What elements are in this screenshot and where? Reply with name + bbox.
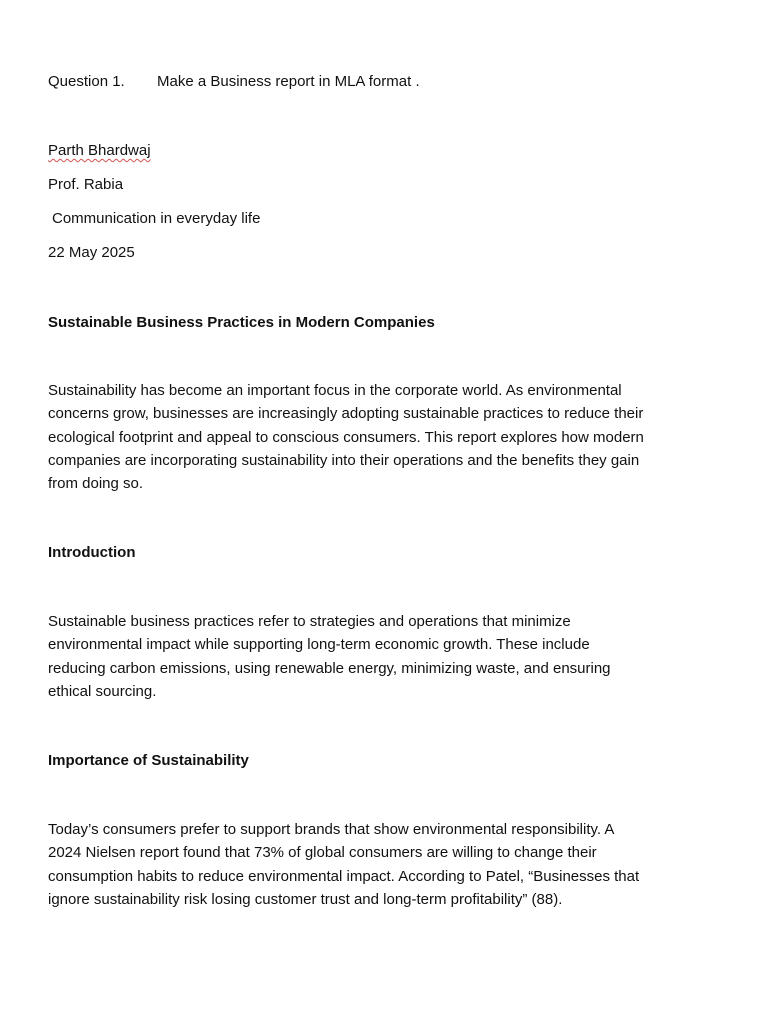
course-name: Communication in everyday life	[52, 210, 261, 227]
paragraph-line: consumption habits to reduce environmental impact. According to Patel, “Businesses that	[48, 867, 640, 885]
paragraph-line: Sustainability has become an important focus in the corporate world. As environmental	[48, 382, 622, 399]
paragraph-line: ethical sourcing.	[48, 682, 157, 700]
paragraph-line: environmental impact while supporting long-term economic growth. These include	[48, 636, 590, 654]
paragraph-line: 2024 Nielsen report found that 73% of global consumers are willing to change their	[48, 844, 597, 862]
paragraph-line: from doing so.	[48, 475, 144, 493]
question-number: Question 1.	[48, 73, 125, 90]
report-title: Sustainable Business Practices in Modern Companies	[48, 314, 435, 331]
paragraph-line: ecological footprint and appeal to conscious consumers. This report explores how modern	[48, 428, 644, 446]
instructor-name: Prof. Rabia	[48, 176, 124, 193]
importance-paragraph	[48, 818, 738, 911]
introduction-paragraph	[48, 610, 738, 703]
section-heading-introduction: Introduction	[48, 544, 136, 561]
paragraph-line: ignore sustainability risk losing customer trust and long-term profitability” (88).	[48, 890, 563, 908]
question-prompt: Make a Business report in MLA format .	[157, 73, 420, 90]
paragraph-line: companies are incorporating sustainability into their operations and the benefits they gain	[48, 451, 640, 469]
report-date: 22 May 2025	[48, 244, 135, 261]
paragraph-line: Today’s consumers prefer to support brands that show environmental responsibility. A	[48, 821, 615, 838]
author-name: Parth Bhardwaj	[48, 142, 151, 159]
intro-paragraph	[48, 379, 738, 495]
section-heading-importance: Importance of Sustainability	[48, 752, 249, 769]
paragraph-line: Sustainable business practices refer to strategies and operations that minimize	[48, 613, 571, 630]
paragraph-line: concerns grow, businesses are increasingly adopting sustainable practices to reduce their	[48, 405, 644, 423]
question-line	[48, 70, 420, 93]
paragraph-line: reducing carbon emissions, using renewable energy, minimizing waste, and ensuring	[48, 659, 611, 677]
